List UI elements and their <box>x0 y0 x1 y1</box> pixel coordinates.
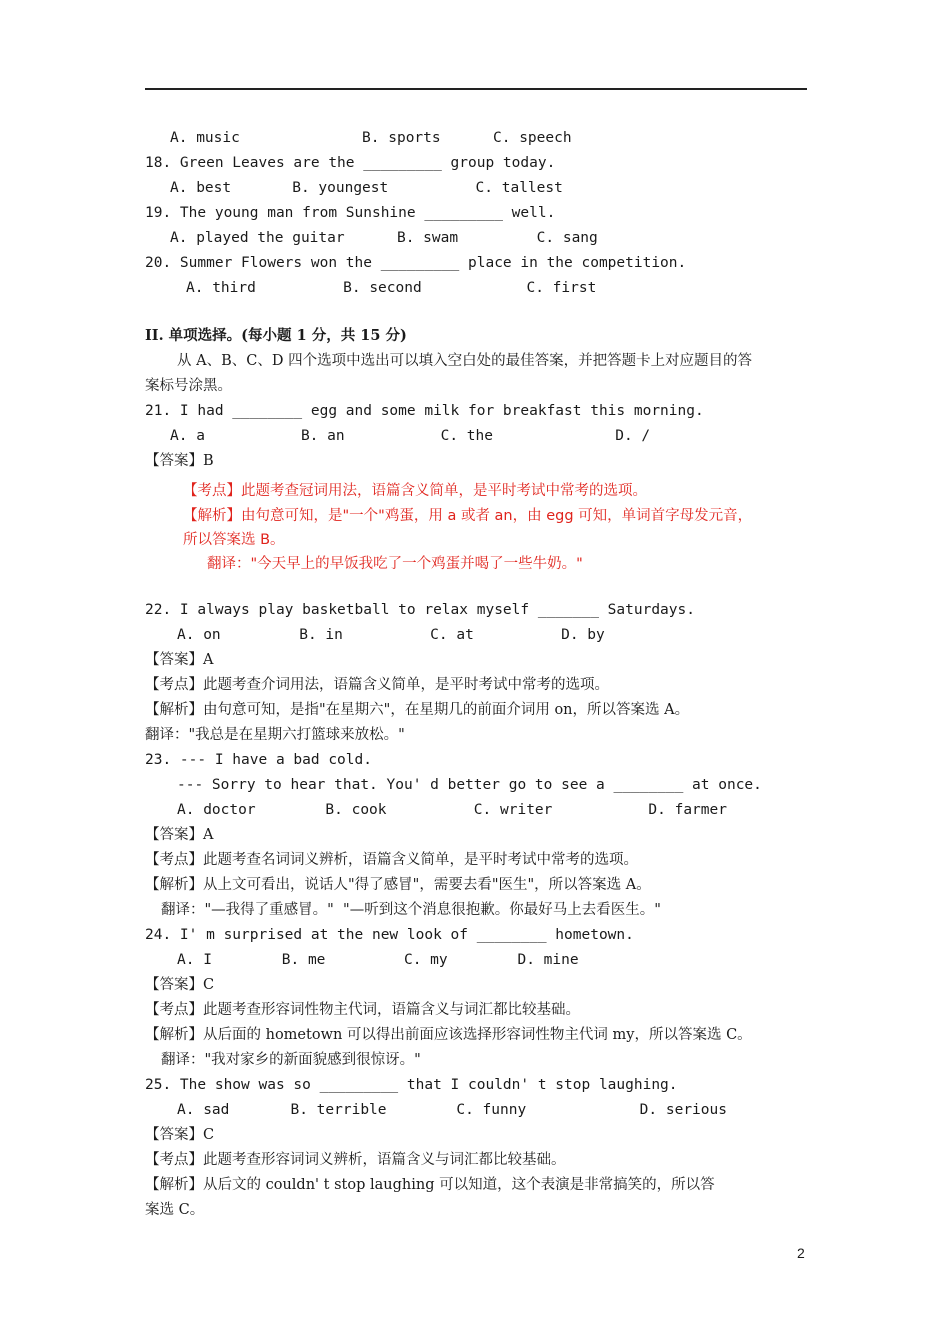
text-line: 【答案】A <box>145 652 214 668</box>
text-line: 【解析】从上文可看出，说话人"得了感冒"，需要去看"医生"，所以答案选 A。 <box>145 877 651 893</box>
text-line: 25. The show was so _________ that I couldn' t stop laughing. <box>145 1077 678 1093</box>
text-line: 案选 C。 <box>145 1202 205 1218</box>
text-line: 23. --- I have a bad cold. <box>145 752 372 768</box>
text-line: 案标号涂黑。 <box>145 378 232 394</box>
text-line: A. I B. me C. my D. mine <box>177 952 579 968</box>
text-line: --- Sorry to hear that. You' d better go to see a ________ at once. <box>177 777 762 793</box>
text-line: A. music B. sports C. speech <box>170 130 572 146</box>
text-line: 18. Green Leaves are the _________ group today. <box>145 155 556 171</box>
text-line: II. 单项选择。(每小题 1 分，共 15 分) <box>145 327 407 344</box>
text-line: A. sad B. terrible C. funny D. serious <box>177 1102 727 1118</box>
text-line: 【答案】A <box>145 827 214 843</box>
text-line: A. best B. youngest C. tallest <box>170 180 563 196</box>
text-line: 【考点】此题考查介词用法，语篇含义简单，是平时考试中常考的选项。 <box>145 677 609 693</box>
text-line: 【考点】此题考查形容词词义辨析，语篇含义与词汇都比较基础。 <box>145 1152 566 1168</box>
text-line: 【解析】从后文的 couldn' t stop laughing 可以知道，这个表演是非常搞笑的，所以答 <box>145 1177 715 1193</box>
text-line: A. a B. an C. the D. / <box>170 428 651 444</box>
page-number: 2 <box>797 1245 805 1261</box>
text-line: 【解析】从后面的 hometown 可以得出前面应该选择形容词性物主代词 my，所以答案选 C。 <box>145 1027 752 1043</box>
text-line: 21. I had ________ egg and some milk for breakfast this morning. <box>145 403 704 419</box>
text-line: 翻译："—我得了重感冒。" "—听到这个消息很抱歉。你最好马上去看医生。" <box>161 902 661 918</box>
text-line: 【解析】由句意可知，是指"在星期六"，在星期几的前面介词用 on，所以答案选 A。 <box>145 702 690 718</box>
text-line: 22. I always play basketball to relax myself _______ Saturdays. <box>145 602 695 618</box>
text-line: 翻译："我对家乡的新面貌感到很惊讶。" <box>161 1052 421 1068</box>
text-line: 【考点】此题考查冠词用法，语篇含义简单，是平时考试中常考的选项。 <box>183 483 647 499</box>
text-line: A. doctor B. cook C. writer D. farmer <box>177 802 727 818</box>
text-line: 【答案】C <box>145 977 215 993</box>
text-line: 翻译："今天早上的早饭我吃了一个鸡蛋并喝了一些牛奶。" <box>207 556 583 572</box>
text-line: 19. The young man from Sunshine _________ well. <box>145 205 556 221</box>
text-line: 20. Summer Flowers won the _________ place in the competition. <box>145 255 687 271</box>
text-line: 【答案】C <box>145 1127 215 1143</box>
text-line: A. third B. second C. first <box>186 280 597 296</box>
text-line: A. on B. in C. at D. by <box>177 627 605 643</box>
text-line: 【考点】此题考查形容词性物主代词，语篇含义与词汇都比较基础。 <box>145 1002 580 1018</box>
text-line: 翻译："我总是在星期六打篮球来放松。" <box>145 727 405 743</box>
text-line: 【答案】B <box>145 453 214 469</box>
text-line: 【解析】由句意可知，是"一个"鸡蛋，用 a 或者 an，由 egg 可知，单词首字母发元音， <box>183 508 753 524</box>
text-line: A. played the guitar B. swam C. sang <box>170 230 598 246</box>
header-rule <box>145 88 807 90</box>
text-line: 所以答案选 B。 <box>183 532 285 548</box>
text-line: 【考点】此题考查名词词义辨析，语篇含义简单，是平时考试中常考的选项。 <box>145 852 638 868</box>
text-line: 从 A、B、C、D 四个选项中选出可以填入空白处的最佳答案，并把答题卡上对应题目的答 <box>177 353 753 369</box>
text-line: 24. I' m surprised at the new look of ________ hometown. <box>145 927 634 943</box>
